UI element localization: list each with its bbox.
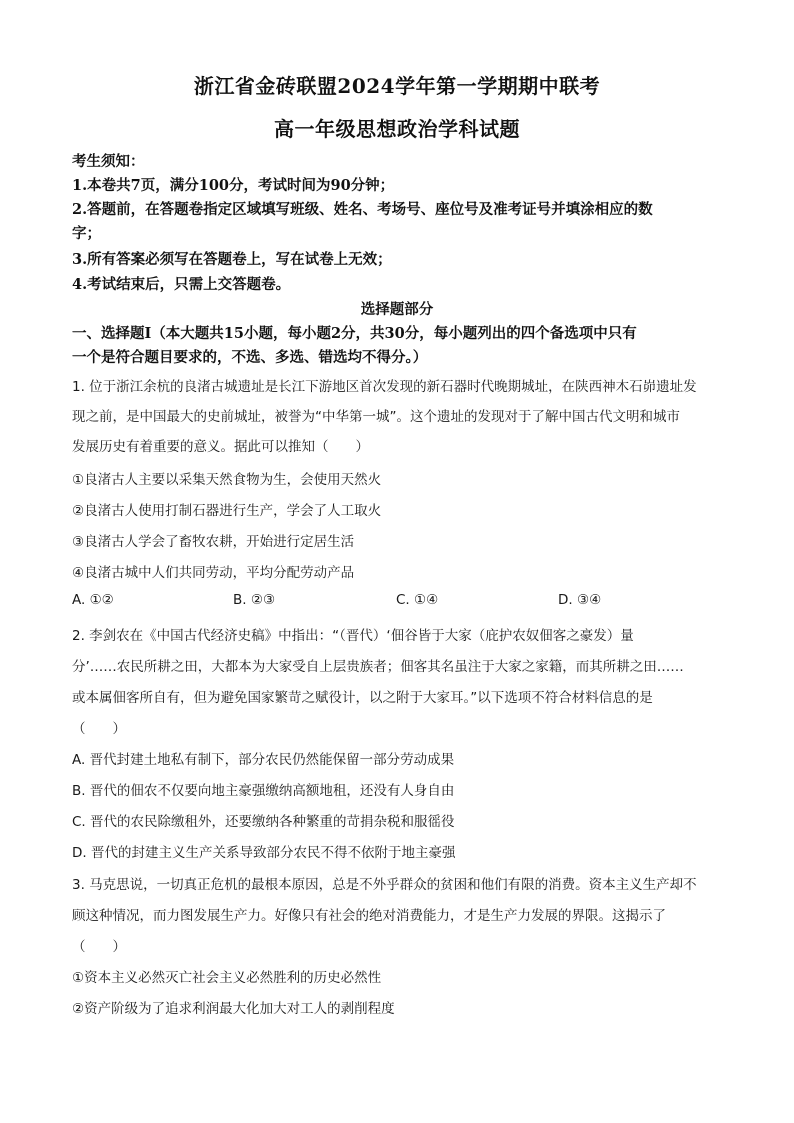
- q1-option-c[interactable]: C. ①④: [396, 592, 439, 608]
- notice-item-2-cont: 字；: [72, 225, 101, 242]
- q1-option-d[interactable]: D. ③④: [558, 592, 602, 608]
- section-title: 选择题部分: [360, 301, 434, 318]
- q2-stem-line-4: （ ）: [72, 721, 126, 737]
- q2-option-c[interactable]: C. 晋代的农民除缴租外，还要缴纳各种繁重的苛捐杂税和服徭役: [72, 814, 455, 830]
- exam-subtitle: 高一年级思想政治学科试题: [274, 117, 520, 141]
- q2-option-d[interactable]: D. 晋代的封建主义生产关系导致部分农民不得不依附于地主豪强: [72, 845, 456, 861]
- q1-statement-4: ④良渚古城中人们共同劳动，平均分配劳动产品: [72, 565, 355, 581]
- notice-heading: 考生须知：: [72, 153, 145, 170]
- q3-statement-1: ①资本主义必然灭亡社会主义必然胜利的历史必然性: [72, 970, 382, 986]
- section-instruction-2: 一个是符合题目要求的，不选、多选、错选均不得分。）: [72, 349, 428, 366]
- q1-statement-1: ①良渚古人主要以采集天然食物为生，会使用天然火: [72, 472, 382, 488]
- q3-stem-line-2: 顾这种情况，而力图发展生产力。好像只有社会的绝对消费能力，才是生产力发展的界限。这揭示了: [72, 908, 666, 924]
- q1-stem-line-2: 现之前，是中国最大的史前城址，被誉为“中华第一城”。这个遗址的发现对于了解中国古代文明和城市: [72, 409, 680, 425]
- q2-option-b[interactable]: B. 晋代的佃农不仅要向地主豪强缴纳高额地租，还没有人身自由: [72, 783, 455, 799]
- notice-item-2: 2.答题前，在答题卷指定区域填写班级、姓名、考场号、座位号及准考证号并填涂相应的数: [72, 201, 653, 218]
- q2-stem-line-3: 或本属佃客所自有，但为避免国家繁苛之赋役计，以之附于大家耳。”以下选项不符合材料信息的是: [72, 690, 653, 706]
- q1-option-b[interactable]: B. ②③: [233, 592, 276, 608]
- q3-stem-line-3: （ ）: [72, 939, 126, 955]
- q1-statement-3: ③良渚古人学会了畜牧农耕，开始进行定居生活: [72, 534, 355, 550]
- q3-statement-2: ②资产阶级为了追求利润最大化加大对工人的剥削程度: [72, 1001, 395, 1017]
- notice-item-3: 3.所有答案必须写在答题卷上，写在试卷上无效；: [72, 251, 392, 268]
- section-instruction-1: 一、选择题Ⅰ（本大题共15小题，每小题2分，共30分，每小题列出的四个备选项中只有: [72, 325, 637, 342]
- notice-item-1: 1.本卷共7页，满分100分，考试时间为90分钟；: [72, 177, 395, 194]
- q1-stem-line-3: 发展历史有着重要的意义。据此可以推知（ ）: [72, 439, 369, 455]
- exam-title: 浙江省金砖联盟2024学年第一学期期中联考: [193, 74, 601, 98]
- q1-statement-2: ②良渚古人使用打制石器进行生产，学会了人工取火: [72, 503, 382, 519]
- q2-stem-line-1: 2. 李剑农在《中国古代经济史稿》中指出：“（晋代）‘佃谷皆于大家（庇护农奴佃客之豪发）量: [72, 628, 634, 644]
- q2-option-a[interactable]: A. 晋代封建土地私有制下，部分农民仍然能保留一部分劳动成果: [72, 752, 455, 768]
- q1-option-a[interactable]: A. ①②: [72, 592, 114, 608]
- notice-item-4: 4.考试结束后，只需上交答题卷。: [72, 276, 291, 293]
- q1-stem-line-1: 1. 位于浙江余杭的良渚古城遗址是长江下游地区首次发现的新石器时代晚期城址，在陕西神木石峁遗址发: [72, 379, 697, 395]
- q3-stem-line-1: 3. 马克思说，一切真正危机的最根本原因，总是不外乎群众的贫困和他们有限的消费。资本主义生产却不: [72, 877, 697, 893]
- q2-stem-line-2: 分’……农民所耕之田，大都本为大家受自上层贵族者；佃客其名虽注于大家之家籍，而其所耕之田……: [72, 659, 684, 675]
